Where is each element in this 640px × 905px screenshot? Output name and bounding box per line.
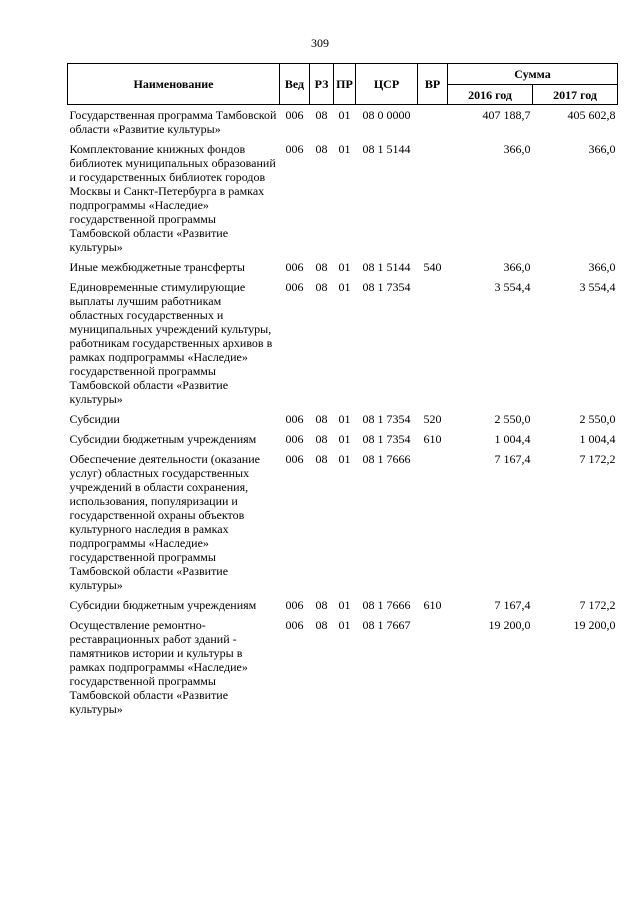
row-rz: 08	[315, 598, 328, 612]
table-row	[68, 280, 618, 412]
row-2017: 3 554,4	[579, 280, 616, 294]
header-vr: ВР	[418, 64, 448, 105]
row-vr	[418, 142, 448, 260]
row-vr	[418, 618, 448, 722]
row-vr	[418, 280, 448, 412]
table-row	[68, 618, 618, 722]
row-2016: 19 200,0	[488, 618, 531, 632]
row-name: Субсидии	[69, 412, 120, 426]
row-csr: 08 1 7354	[362, 412, 411, 426]
row-ved: 006	[285, 452, 304, 466]
row-pr: 01	[338, 260, 351, 274]
row-vr	[418, 452, 448, 598]
row-rz: 08	[315, 108, 328, 122]
row-ved: 006	[285, 280, 304, 294]
row-2017: 366,0	[588, 142, 616, 156]
row-pr: 01	[338, 142, 351, 156]
row-2016: 366,0	[503, 142, 531, 156]
header-rz: РЗ	[310, 64, 334, 105]
row-vr: 610	[423, 432, 442, 446]
table-row	[68, 260, 618, 280]
row-2017: 405 602,8	[567, 108, 616, 122]
row-2016: 2 550,0	[494, 412, 531, 426]
row-pr: 01	[338, 432, 351, 446]
header-2016: 2016 год	[448, 85, 533, 105]
row-csr: 08 1 5144	[362, 260, 411, 274]
row-rz: 08	[315, 142, 328, 156]
row-pr: 01	[338, 452, 351, 466]
header-ved: Вед	[280, 64, 310, 105]
row-rz: 08	[315, 618, 328, 632]
row-name: Единовременные стимулирующие выплаты лучшим работникам областных государственных и муниципальных учреждений культуры, работникам государственных архивов в рамках подпрограммы «Наследие» государственной программы Тамбовской области «Развитие культуры»	[69, 280, 273, 406]
row-csr: 08 1 5144	[362, 142, 411, 156]
row-name: Субсидии бюджетным учреждениям	[69, 432, 257, 446]
row-pr: 01	[338, 618, 351, 632]
row-rz: 08	[315, 432, 328, 446]
row-2016: 7 167,4	[494, 452, 531, 466]
row-ved: 006	[285, 412, 304, 426]
row-rz: 08	[315, 412, 328, 426]
page-number: 309	[311, 36, 329, 50]
row-2017: 2 550,0	[579, 412, 616, 426]
row-2016: 366,0	[503, 260, 531, 274]
row-ved: 006	[285, 108, 304, 122]
row-csr: 08 1 7354	[362, 432, 411, 446]
row-2016: 3 554,4	[494, 280, 531, 294]
row-vr: 540	[423, 260, 442, 274]
row-pr: 01	[338, 108, 351, 122]
table-row	[68, 432, 618, 452]
row-vr: 610	[423, 598, 442, 612]
row-csr: 08 1 7666	[362, 598, 411, 612]
row-name: Осуществление ремонтно-реставрационных работ зданий - памятников истории и культуры в рамках подпрограммы «Наследие» государственной программы Тамбовской области «Развитие культуры»	[69, 618, 248, 716]
row-rz: 08	[315, 452, 328, 466]
row-2017: 7 172,2	[579, 452, 616, 466]
row-pr: 01	[338, 280, 351, 294]
row-name: Субсидии бюджетным учреждениям	[69, 598, 257, 612]
row-ved: 006	[285, 598, 304, 612]
row-ved: 006	[285, 142, 304, 156]
row-name: Комплектование книжных фондов библиотек муниципальных образований и государственных библиотек городов Москвы и Санкт-Петербурга в рамках подпрограммы «Наследие» государственной программы Тамбовской области «Развитие культуры»	[69, 142, 276, 254]
row-2017: 19 200,0	[573, 618, 616, 632]
row-pr: 01	[338, 412, 351, 426]
row-2016: 7 167,4	[494, 598, 531, 612]
row-2017: 1 004,4	[579, 432, 616, 446]
header-csr: ЦСР	[356, 64, 418, 105]
row-ved: 006	[285, 260, 304, 274]
header-2017: 2017 год	[533, 85, 618, 105]
row-vr: 520	[423, 412, 442, 426]
row-2017: 7 172,2	[579, 598, 616, 612]
row-ved: 006	[285, 432, 304, 446]
table-row	[68, 452, 618, 598]
row-csr: 08 1 7667	[362, 618, 411, 632]
row-rz: 08	[315, 260, 328, 274]
row-rz: 08	[315, 280, 328, 294]
row-name: Обеспечение деятельности (оказание услуг) областных государственных учреждений в области сохранения, использования, популяризации и государственной охраны объектов культурного наследия в рамках подпрограммы «Наследие» государственной программы Тамбовской области «Развитие культуры»	[69, 452, 260, 592]
row-name: Иные межбюджетные трансферты	[69, 260, 245, 274]
row-2016: 1 004,4	[494, 432, 531, 446]
row-pr: 01	[338, 598, 351, 612]
row-name: Государственная программа Тамбовской области «Развитие культуры»	[69, 108, 277, 136]
row-csr: 08 1 7354	[362, 280, 411, 294]
row-2016: 407 188,7	[482, 108, 531, 122]
header-pr: ПР	[334, 64, 356, 105]
budget-table	[67, 63, 618, 722]
header-name: Наименование	[68, 64, 280, 105]
row-csr: 08 1 7666	[362, 452, 411, 466]
row-2017: 366,0	[588, 260, 616, 274]
row-vr	[418, 105, 448, 143]
row-csr: 08 0 0000	[362, 108, 411, 122]
header-sum: Сумма	[448, 64, 618, 85]
table-row	[68, 105, 618, 143]
row-ved: 006	[285, 618, 304, 632]
table-row	[68, 598, 618, 618]
table-row	[68, 412, 618, 432]
table-row	[68, 142, 618, 260]
